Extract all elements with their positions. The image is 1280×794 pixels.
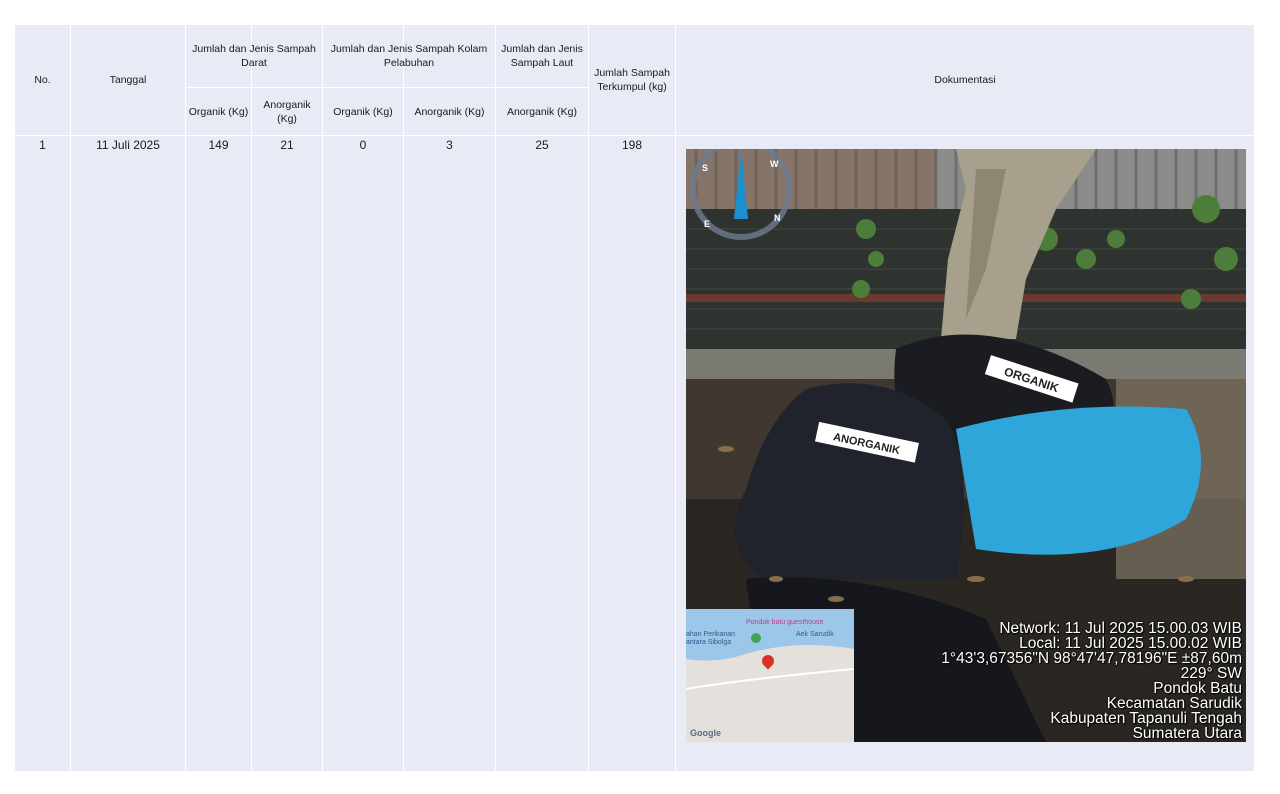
- cell-darat-organik: 149: [208, 138, 229, 152]
- map-label-aek-sarudik: Aek Sarudik: [796, 631, 834, 638]
- overlay-local-time: Local: 11 Jul 2025 15.00.02 WIB: [1019, 635, 1242, 652]
- overlay-network-time: Network: 11 Jul 2025 15.00.03 WIB: [999, 620, 1242, 637]
- subheader-darat-anorganik: Anorganik (Kg): [263, 98, 311, 125]
- map-graphic: [686, 609, 854, 742]
- column-divider: [675, 25, 676, 771]
- compass-n-label: W: [770, 159, 779, 169]
- subheader-darat-organik: Organik (Kg): [188, 105, 249, 118]
- documentation-photo[interactable]: [686, 149, 1246, 742]
- subheader-kolam-organik: Organik (Kg): [333, 105, 393, 118]
- overlay-place: Pondok Batu: [1153, 680, 1242, 697]
- row-divider: [15, 135, 1254, 136]
- map-inset[interactable]: [686, 609, 854, 742]
- data-table: [15, 25, 1254, 771]
- google-logo: Google: [690, 728, 721, 738]
- header-tanggal: Tanggal: [109, 74, 147, 86]
- cell-laut-anorganik: 25: [535, 138, 549, 152]
- header-total: Jumlah Sampah Terkumpul (kg): [594, 67, 670, 93]
- cell-kolam-anorganik: 3: [446, 138, 453, 152]
- overlay-province: Sumatera Utara: [1132, 725, 1242, 742]
- compass-w-label: N: [774, 213, 781, 223]
- overlay-kabupaten: Kabupaten Tapanuli Tengah: [1050, 710, 1242, 727]
- subheader-kolam-anorganik: Anorganik (Kg): [414, 105, 485, 118]
- cell-darat-anorganik: 21: [280, 138, 294, 152]
- overlay-kecamatan: Kecamatan Sarudik: [1106, 695, 1242, 712]
- header-sampah-kolam: Jumlah dan Jenis Sampah Kolam Pelabuhan: [330, 43, 488, 69]
- header-sampah-laut: Jumlah dan Jenis Sampah Laut: [501, 43, 583, 69]
- header-sampah-darat: Jumlah dan Jenis Sampah Darat: [192, 43, 316, 69]
- bag-label-organik: ORGANIK: [1002, 364, 1061, 396]
- map-label-guesthouse: Pondok batu guesthouse: [746, 619, 824, 626]
- header-no: No.: [34, 74, 51, 86]
- cell-no: 1: [39, 138, 46, 152]
- compass-e-label: E: [704, 219, 711, 229]
- cell-kolam-organik: 0: [359, 138, 367, 152]
- cell-total: 198: [621, 138, 643, 152]
- compass-s-label: S: [702, 163, 709, 173]
- map-label-perikanan: ahan Perikanan antara Sibolga: [686, 631, 736, 646]
- header-dokumentasi: Dokumentasi: [934, 74, 996, 86]
- overlay-heading: 229° SW: [1180, 665, 1242, 682]
- overlay-coordinates: 1°43'3,67356"N 98°47'47,78196"E ±87,60m: [941, 650, 1242, 667]
- bag-label-anorganik: ANORGANIK: [832, 431, 901, 458]
- subheader-laut-anorganik: Anorganik (Kg): [506, 105, 578, 118]
- cell-tanggal: 11 Juli 2025: [96, 138, 160, 152]
